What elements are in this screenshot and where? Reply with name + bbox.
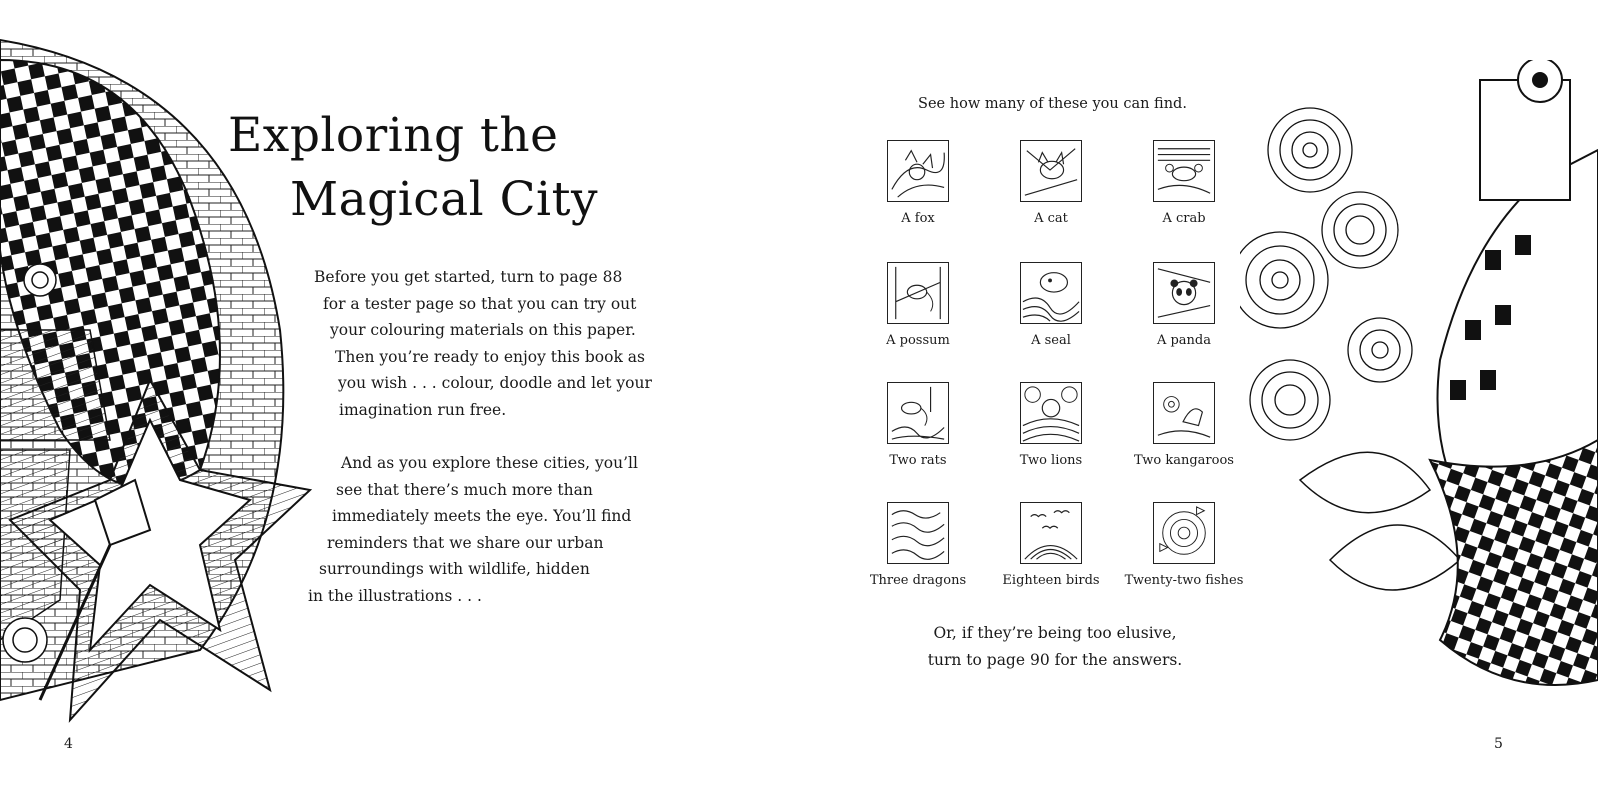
- find-item-label: A panda: [1156, 333, 1212, 348]
- find-intro: See how many of these you can find.: [918, 96, 1187, 112]
- paragraph-line: your colouring materials on this paper.: [330, 321, 636, 339]
- intro-paragraph: [314, 264, 652, 423]
- right-doodle-illustration: [1240, 60, 1598, 700]
- cat-icon: [1020, 140, 1082, 202]
- find-item-label: A possum: [886, 333, 950, 348]
- title-line-1: Exploring the: [228, 108, 559, 163]
- lions-icon: [1020, 382, 1082, 444]
- paragraph-line: imagination run free.: [339, 400, 507, 419]
- paragraph-line: Before you get started, turn to page 88: [314, 268, 623, 286]
- find-item-label: Three dragons: [869, 573, 967, 588]
- find-item-label: A seal: [1031, 333, 1071, 348]
- answers-note: [900, 620, 1210, 674]
- paragraph-line: surroundings with wildlife, hidden: [319, 560, 590, 578]
- paragraph-line: Then you’re ready to enjoy this book as: [335, 347, 645, 366]
- answers-note-line: Or, if they’re being too elusive,: [933, 624, 1177, 642]
- paragraph-line: see that there’s much more than: [336, 480, 593, 499]
- find-item: [1118, 262, 1250, 349]
- possum-icon: [887, 262, 949, 324]
- find-item: [985, 262, 1117, 349]
- wildlife-paragraph: [308, 450, 638, 609]
- paragraph-line: in the illustrations . . .: [308, 586, 482, 605]
- paragraph-line: immediately meets the eye. You’ll find: [332, 507, 632, 525]
- find-item-label: A crab: [1162, 211, 1206, 226]
- answers-note-line: turn to page 90 for the answers.: [927, 651, 1183, 669]
- page-number-left: 4: [64, 736, 73, 752]
- fox-icon: [887, 140, 949, 202]
- dragons-icon: [887, 502, 949, 564]
- paragraph-line: And as you explore these cities, you’ll: [341, 454, 638, 472]
- find-item-label: Two kangaroos: [1134, 453, 1234, 468]
- find-item: [985, 382, 1117, 469]
- find-item: [985, 140, 1117, 227]
- paragraph-line: for a tester page so that you can try out: [323, 294, 637, 313]
- page-number-right: 5: [1494, 736, 1503, 752]
- find-item-label: Two rats: [889, 453, 947, 468]
- find-item-label: Eighteen birds: [1002, 573, 1100, 588]
- find-item: [1118, 382, 1250, 469]
- find-item: [852, 140, 984, 227]
- paragraph-line: reminders that we share our urban: [327, 533, 604, 552]
- find-item-label: Two lions: [1019, 453, 1083, 468]
- find-item: [852, 502, 984, 589]
- find-item-label: A cat: [1034, 211, 1068, 226]
- find-item-label: A fox: [901, 211, 935, 226]
- title-line-2: Magical City: [290, 172, 599, 227]
- find-item: [985, 502, 1117, 589]
- fishes-icon: [1153, 502, 1215, 564]
- find-item: [852, 262, 984, 349]
- panda-icon: [1153, 262, 1215, 324]
- crab-icon: [1153, 140, 1215, 202]
- birds-icon: [1020, 502, 1082, 564]
- seal-icon: [1020, 262, 1082, 324]
- rats-icon: [887, 382, 949, 444]
- paragraph-line: you wish . . . colour, doodle and let your: [338, 374, 652, 392]
- find-item: [852, 382, 984, 469]
- find-item: [1118, 502, 1250, 589]
- page-title: [228, 104, 598, 232]
- kangaroos-icon: [1153, 382, 1215, 444]
- find-item-label: Twenty-two fishes: [1124, 573, 1244, 588]
- find-item: [1118, 140, 1250, 227]
